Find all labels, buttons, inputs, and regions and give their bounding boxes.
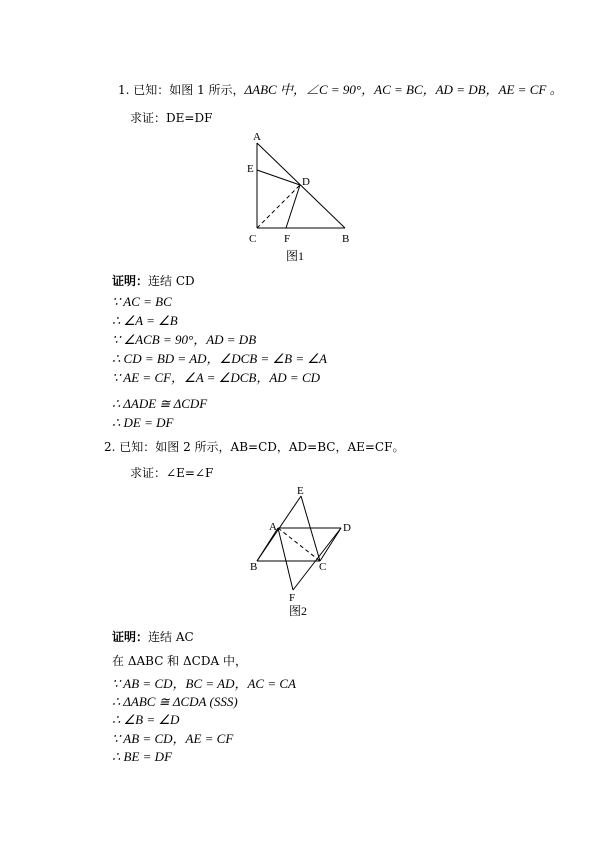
proof2-first: 连结 AC (148, 630, 194, 644)
fig1-label-a: A (253, 131, 261, 143)
fig2-label-a: A (269, 521, 277, 533)
proof1-first: 连结 CD (148, 274, 195, 288)
proof1-step-6: ∴ ΔADE ≅ ΔCDF (112, 396, 208, 411)
problem2-prove-label: 求证： (130, 466, 167, 480)
proof2-step-2: ∴ ΔABC ≅ ΔCDA (SSS) (112, 694, 238, 709)
proof1-step-1: ∵ AC = BC (112, 294, 172, 309)
proof1-step-3: ∵ ∠ACB = 90°，AD = DB (112, 332, 257, 347)
problem2-number: 2. (104, 440, 116, 454)
proof2-label: 证明： (112, 630, 149, 644)
fig2-label-d: D (343, 522, 351, 534)
problem2-prove (130, 465, 213, 481)
proof2-heading (112, 629, 194, 645)
proof1-label: 证明： (112, 274, 149, 288)
proof2-step-1: ∵ AB = CD，BC = AD，AC = CA (112, 676, 296, 691)
problem1-given: ΔABC 中，∠C = 90°，AC = BC，AD = DB，AE = CF 。 (244, 82, 563, 97)
fig2-label-c: C (319, 561, 327, 573)
problem1-number: 1. (118, 83, 130, 97)
problem2-known: 已知：如图 2 所示，AB=CD，AD=BC，AE=CF。 (119, 440, 405, 454)
problem1-statement (118, 82, 563, 98)
proof1-step-4: ∴ CD = BD = AD，∠DCB = ∠B = ∠A (112, 351, 327, 366)
fig1-segment-cd (257, 185, 300, 228)
problem1-known-prefix: 已知：如图 1 所示， (133, 83, 245, 97)
fig1-segment-ab (257, 143, 345, 228)
fig2-label-b: B (250, 561, 258, 573)
fig2-segment-af (278, 528, 293, 590)
fig1-segment-ed (257, 170, 300, 185)
problem1-prove-label: 求证： (130, 111, 167, 125)
proof1-heading (112, 273, 195, 289)
problem1-prove (130, 110, 212, 126)
fig1-caption: 图1 (286, 249, 305, 263)
proof1-step-5: ∵ AE = CF，∠A = ∠DCB，AD = CD (112, 370, 321, 385)
fig2-caption: 图2 (289, 604, 308, 618)
fig2-segment-dc (320, 528, 341, 561)
fig2-label-e: E (297, 485, 304, 497)
proof2-step-4: ∵ AB = CD，AE = CF (112, 731, 234, 746)
fig1-label-e: E (247, 163, 254, 175)
fig1-label-d: D (302, 176, 310, 188)
problem1-prove-statement: DE=DF (166, 111, 213, 125)
proof2-step-3: ∴ ∠B = ∠D (112, 712, 180, 727)
problem2-statement (104, 439, 404, 455)
fig1-label-f: F (284, 233, 291, 245)
proof1-step-2: ∴ ∠A = ∠B (112, 313, 178, 328)
figure2 (245, 483, 360, 618)
proof2-intro: 在 ΔABC 和 ΔCDA 中， (112, 654, 247, 668)
fig1-label-c: C (249, 233, 257, 245)
problem2-prove-statement: ∠E=∠F (166, 466, 214, 480)
fig1-label-b: B (342, 233, 350, 245)
figure1 (240, 128, 370, 268)
proof2-step-5: ∴ BE = DF (112, 749, 173, 764)
fig2-label-f: F (289, 592, 296, 604)
proof1-step-7: ∴ DE = DF (112, 415, 174, 430)
